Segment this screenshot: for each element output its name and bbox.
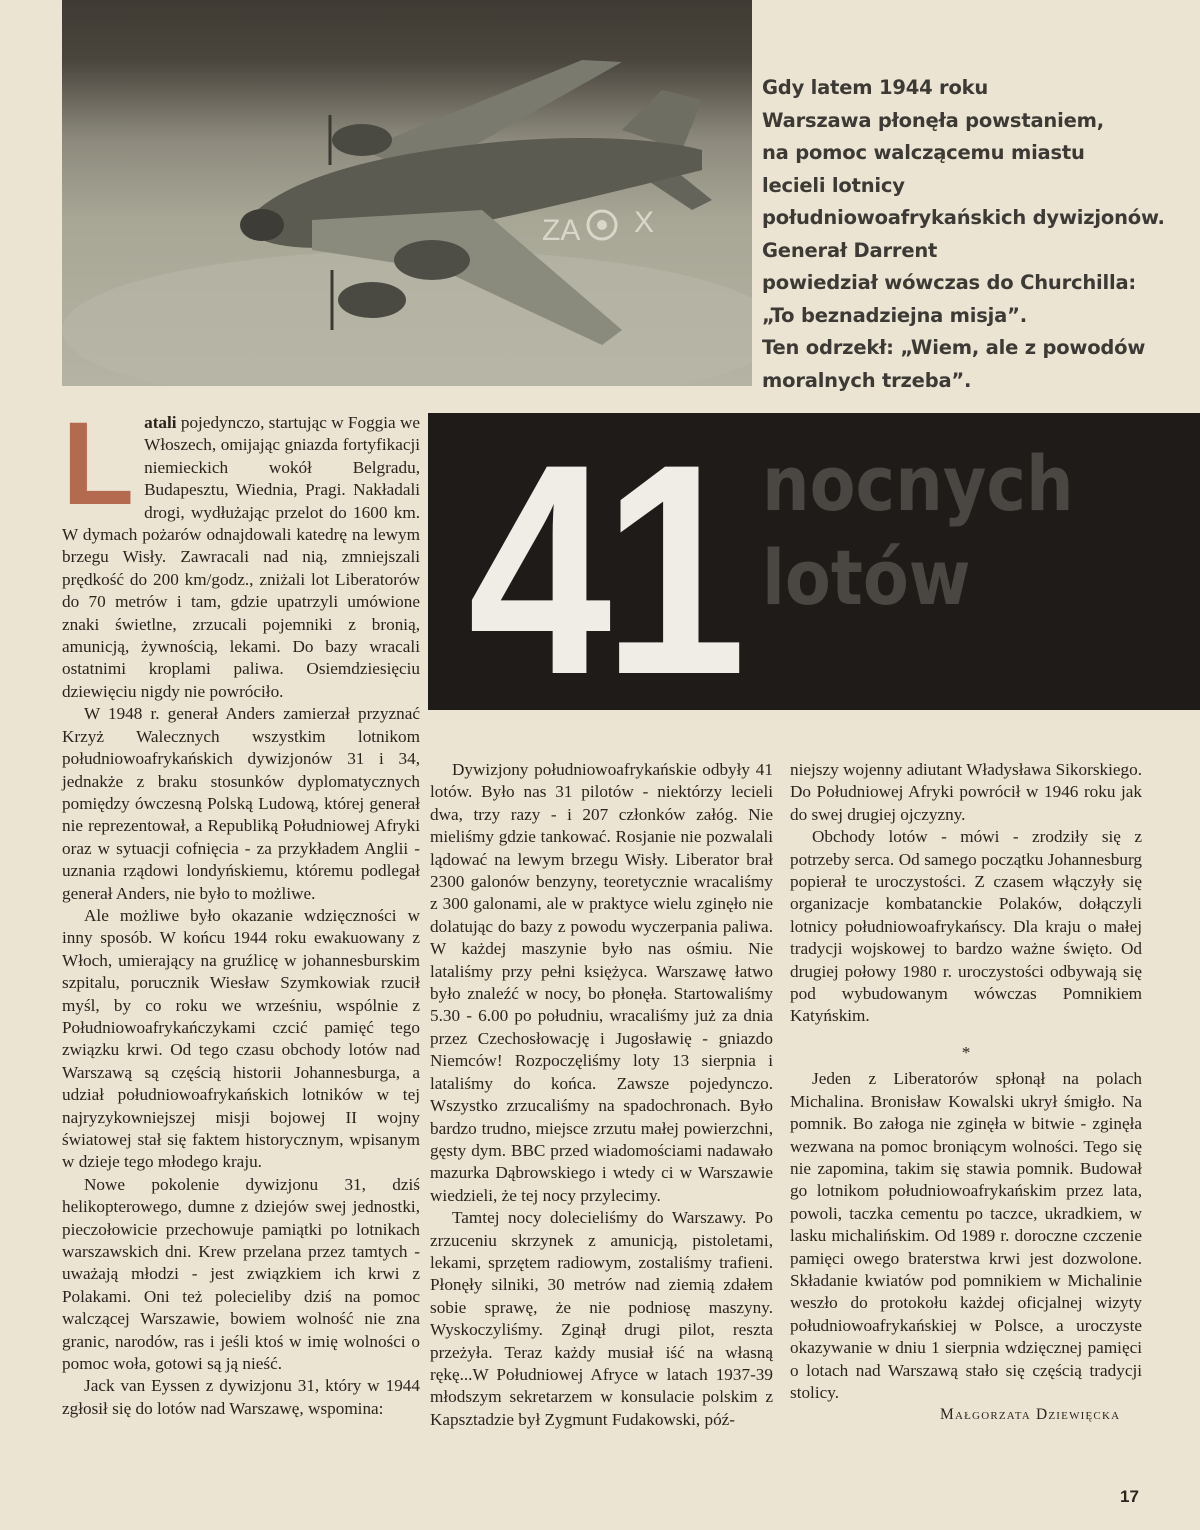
lead-paragraph — [762, 72, 1192, 397]
paragraph: W 1948 r. generał Anders zamierzał przyznać Krzyż Walecznych wszystkim lotnikom południowoafrykańskich dywizjonów 31 i 34, jednakże z braku stosunków dyplomatycznych pomiędzy ówczesną Polską Ludową, której generał nie reprezentował, a Republiką Południowej Afryki oraz w sytuacji cofnięcia - za przykładem Anglii - uznania rządowi londyńskiemu, któremu podlegał generał Anders, nie było to możliwe. — [62, 704, 420, 903]
paragraph: Ale możliwe było okazanie wdzięczności w inny sposób. W końcu 1944 roku ewakuowany z Włoch, umierający na gruźlicę w johannesburskim szpitalu, porucznik Wiesław Szymkowiak rzucił myśl, by co roku we wrześniu, wspólnie z Południowoafrykańczykami czcić pamięć tego związku krwi. Od tego czasu obchody lotów nad Warszawą są częścią historii Johannesburga, a udział południowoafrykańskich lotników w tej najryzykowniejszej misji bojowej II wojny światowej stał się faktem historycznym, wpisanym w dzieje tego młodego kraju. — [62, 905, 420, 1172]
lead-line: Ten odrzekł: „Wiem, ale z powodów — [762, 336, 1146, 359]
article-column-1 — [62, 398, 420, 1420]
section-divider-star: * — [961, 1042, 971, 1062]
lead-line: Warszawa płonęła powstaniem, — [762, 108, 1104, 132]
lead-line: południowoafrykańskich dywizjonów. — [762, 206, 1165, 229]
article-column-3 — [790, 759, 1142, 1404]
title-number: 41 — [468, 413, 738, 710]
drop-cap: L — [62, 398, 135, 530]
lead-line: lecieli lotnicy — [762, 173, 905, 197]
title-box — [428, 413, 1200, 710]
paragraph: Tamtej nocy dolecieliśmy do Warszawy. Po zrzuceniu skrzynek z amunicją, pistoletami, lekami, sprzętem radiowym, zostaliśmy trafieni. Płonęły silniki, 30 metrów nad ziemią zdałem sobie sprawę, że nie podniosę maszyny. Wyskoczyliśmy. Zginął drugi pilot, reszta przeżyła. Teraz każdy musiał iść na własną rękę...W Południowej Afryce w latach 1937-39 młodszym sekretarzem w konsulacie polskim z Kapsztadzie był Zygmunt Fudakowski, póź- — [430, 1208, 773, 1429]
lead-line: powiedział wówczas do Churchilla: — [762, 271, 1137, 294]
article-column-2 — [430, 759, 773, 1431]
title-words — [762, 437, 1074, 625]
author-byline: Małgorzata Dziewięcka — [940, 1406, 1121, 1423]
lead-line: Gdy latem 1944 roku — [762, 76, 989, 99]
bomber-photo — [62, 0, 752, 386]
page-number: 17 — [1120, 1487, 1139, 1506]
svg-text:X: X — [634, 206, 655, 239]
paragraph: Obchody lotów - mówi - zrodziły się z potrzeby serca. Od samego początku Johannesburg popierał te uroczystości. Z czasem włączyły się organizacje kombatanckie Polaków, dołączyli lotnicy południowoafrykańscy. Dla kraju o małej tradycji wojskowej to bardzo ważne święto. Od drugiej połowy 1980 r. uroczystości odbywają się pod wybudowanym wówczas Pomnikiem Katyńskim. — [790, 827, 1142, 1026]
lead-line: moralnych trzeba”. — [762, 368, 972, 392]
lead-line: Generał Darrent — [762, 238, 938, 262]
plane-markings: ZA — [542, 214, 581, 247]
lead-line: „To beznadziejna misja”. — [762, 303, 1027, 327]
liberator-bomber-illustration — [62, 0, 752, 386]
paragraph: Nowe pokolenie dywizjonu 31, dziś helikopterowego, dumne z dziejów swej jednostki, pieczołowicie przechowuje pamiątki po lotnikach warszawskich dni. Krew przelana przez tamtych - uważają młodzi - jest związkiem ich krwi z Polakami. Oni też polecieliby dziś na pomoc walczącej Warszawie, bowiem wolność nie zna granic, narodów, ras i jeśli ktoś w imię wolności o pomoc woła, gotowi są ją nieść. — [62, 1174, 420, 1374]
title-word-nocnych: nocnych — [762, 439, 1074, 528]
paragraph: Jack van Eyssen z dywizjonu 31, który w 1944 zgłosił się do lotów nad Warszawę, wspomina: — [62, 1376, 420, 1418]
paragraph: Dywizjony południowoafrykańskie odbyły 41 lotów. Było nas 31 pilotów - niektórzy lecieli dwa, trzy razy - i 207 członków załóg. Nie mieliśmy gdzie tankować. Rosjanie nie pozwalali lądować na lewym brzegu Wisły. Liberator brał 2300 galonów benzyny, teoretycznie wracaliśmy z 300 galonami, ale w praktyce wielu zginęło nie dolatując do bazy z powodu wyczerpania paliwa. W każdej maszynie było nas ośmiu. Nie lataliśmy przy pełni księżyca. Warszawę łatwo było znaleźć w nocy, bo płonęła. Startowaliśmy 5.30 - 6.00 po południu, wracaliśmy już za dnia przez Czechosłowację i Jugosławię - gniazdo Niemców! Rozpoczęliśmy loty 13 sierpnia i lataliśmy do końca. Zawsze pojedynczo. Wszystko zrzucaliśmy na spadochronach. Było bardzo trudno, miejsce zrzutu małej powierzchni, gęsty dym. BBC przed wiadomościami nadawało mazurka Dąbrowskiego i wtedy ci w Warszawie wiedzieli, że tej nocy przylecimy. — [430, 760, 773, 1205]
paragraph: Jeden z Liberatorów spłonął na polach Michalina. Bronisław Kowalski ukrył śmigło. Na pomnik. Bo załoga nie zginęła w bitwie - zginęła wezwana na pomoc broniącym wolności. Tego się nie zapomina, takim się stawia pomnik. Budował go lotnikom południowoafrykańskim przez lata, powoli, taczka cementu po taczce, ukradkiem, w lasku michalińskim. Od 1989 r. doroczne czczenie pamięci owego braterstwa krwi jest dozwolone. Składanie kwiatów pod pomnikiem w Michalinie weszło do protokołu każdej oficjalnej wizyty południowoafrykańskiej w Polsce, a uroczyste okazywanie w dniu 1 sierpnia wdzięcznej pamięci o lotach nad Warszawą stało się częścią tradycji stolicy. — [790, 1069, 1142, 1402]
paragraph: niejszy wojenny adiutant Władysława Sikorskiego. Do Południowej Afryki powrócił w 1946 roku jak do swej drugiej ojczyzny. — [790, 760, 1142, 824]
title-word-lotow: lotów — [762, 533, 971, 622]
paragraph: Latali pojedynczo, startując w Foggia we Włoszech, omijając gniazda fortyfikacji niemieckich wokół Belgradu, Budapesztu, Wiednia, Pragi. Nakładali drogi, wydłużając przelot do 1600 km. W dymach pożarów odnajdowali katedrę na lewym brzegu Wisły. Zawracali nad nią, zmniejszali prędkość do 200 km/godz., zniżali lot Liberatorów do 70 metrów i tam, gdzie upatrzyli umówione znaki świetlne, zrzucali pojemniki z bronią, amunicją, żywnością, lekami. Do bazy wracali ostatnimi kroplami paliwa. Osiemdziesięciu dziewięciu nigdy nie powróciło. — [62, 398, 420, 701]
lead-line: na pomoc walczącemu miastu — [762, 141, 1085, 164]
